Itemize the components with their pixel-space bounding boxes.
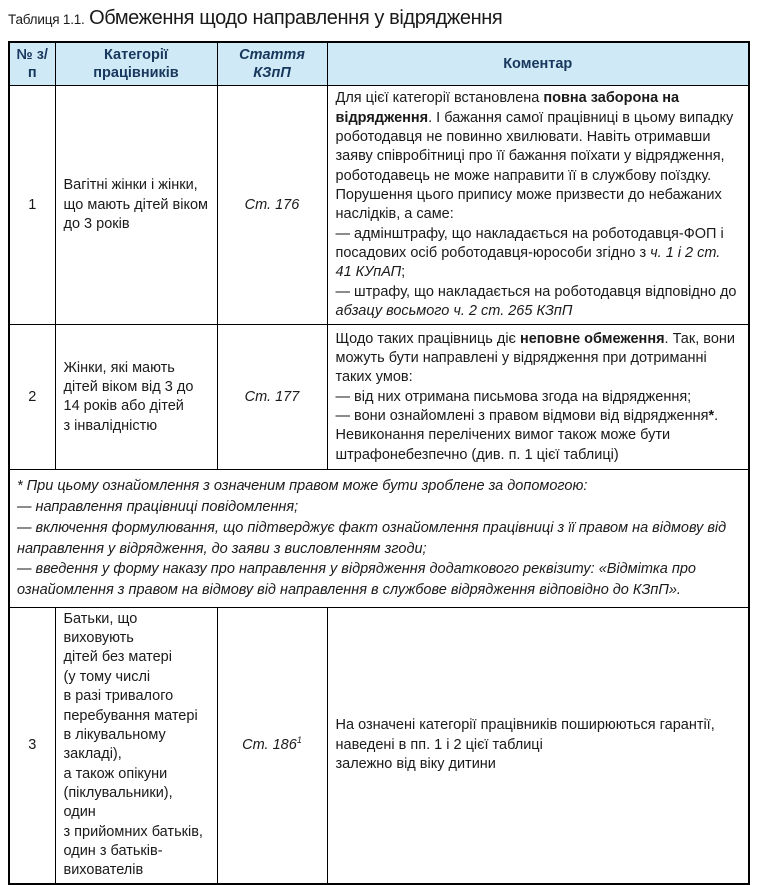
footnote-row — [9, 470, 749, 607]
table-header-row — [9, 42, 749, 86]
header-cell-comment: Коментар — [327, 42, 749, 86]
row1-number-cell: 1 — [9, 86, 55, 325]
table-row-1 — [9, 86, 749, 325]
row2-category-cell: Жінки, які мають дітей віком від 3 до 14 років або дітей з інвалідністю — [55, 325, 217, 470]
row3-category-cell: Батьки, що виховують дітей без матері (у тому числі в разі тривалого перебування матері в лікувальному закладі), а також опікуни (піклувальники), один з прийомних батьків, один з батьків- вихователів — [55, 607, 217, 883]
row1-category-cell: Вагітні жінки і жінки, що мають дітей віком до 3 років — [55, 86, 217, 325]
row2-number-cell: 2 — [9, 325, 55, 470]
row1-comment-cell: Для цієї категорії встановлена повна заборона на відрядження. І бажання самої працівниці в цьому випадку роботодавця не повинно хвилювати. Навіть отримавши заяву співробітниці про її бажання поїхати у відрядження, роботодавець не може направити її в службову поїздку. Порушення цього припису може призвести до небажаних наслідків, а саме: — адмінштрафу, що накладається на роботодавця-ФОП і посадових осіб роботодавця-юрособи згідно з ч. 1 і 2 ст. 41 КУпАП; — штрафу, що накладається на роботодавця відповідно до абзацу восьмого ч. 2 ст. 265 КЗпП — [327, 86, 749, 325]
header-cell-category: Категорії працівників — [55, 42, 217, 86]
table-row-2 — [9, 325, 749, 470]
restrictions-table — [8, 41, 750, 885]
table-number-label: Таблиця 1.1. — [8, 12, 85, 27]
row2-comment-cell: Щодо таких працівниць діє неповне обмеження. Так, вони можуть бути направлені у відрядження при дотриманні таких умов: — від них отримана письмова згода на відрядження; — вони ознайомлені з правом відмови від відрядження*. Невиконання перелічених вимог також може бути штрафонебезпечно (див. п. 1 цієї таблиці) — [327, 325, 749, 470]
page-title — [8, 7, 752, 30]
row1-article-cell: Ст. 176 — [217, 86, 327, 325]
table-title-text: Обмеження щодо направлення у відрядження — [89, 7, 503, 29]
row3-comment-cell: На означені категорії працівників поширюються гарантії, наведені в пп. 1 і 2 цієї таблиці залежно від віку дитини — [327, 607, 749, 883]
footnote-cell: * При цьому ознайомлення з означеним правом може бути зроблене за допомогою: — направлення працівниці повідомлення; — включення формулювання, що підтверджує факт ознайомлення працівниці з її правом на відмову від направлення у відрядження, до заяви з висловленням згоди; — введення у форму наказу про направлення у відрядження додаткового реквізиту: «Відмітка про ознайомлення з правом на відмову від направлення в службове відрядження відповідно до КЗпП». — [9, 470, 749, 607]
row3-article-cell: Ст. $186^1$ — [217, 607, 327, 883]
row3-number-cell: 3 — [9, 607, 55, 883]
table-row-3 — [9, 607, 749, 883]
row2-article-cell: Ст. 177 — [217, 325, 327, 470]
header-cell-number: № з/п — [9, 42, 55, 86]
header-cell-article: Стаття КЗпП — [217, 42, 327, 86]
